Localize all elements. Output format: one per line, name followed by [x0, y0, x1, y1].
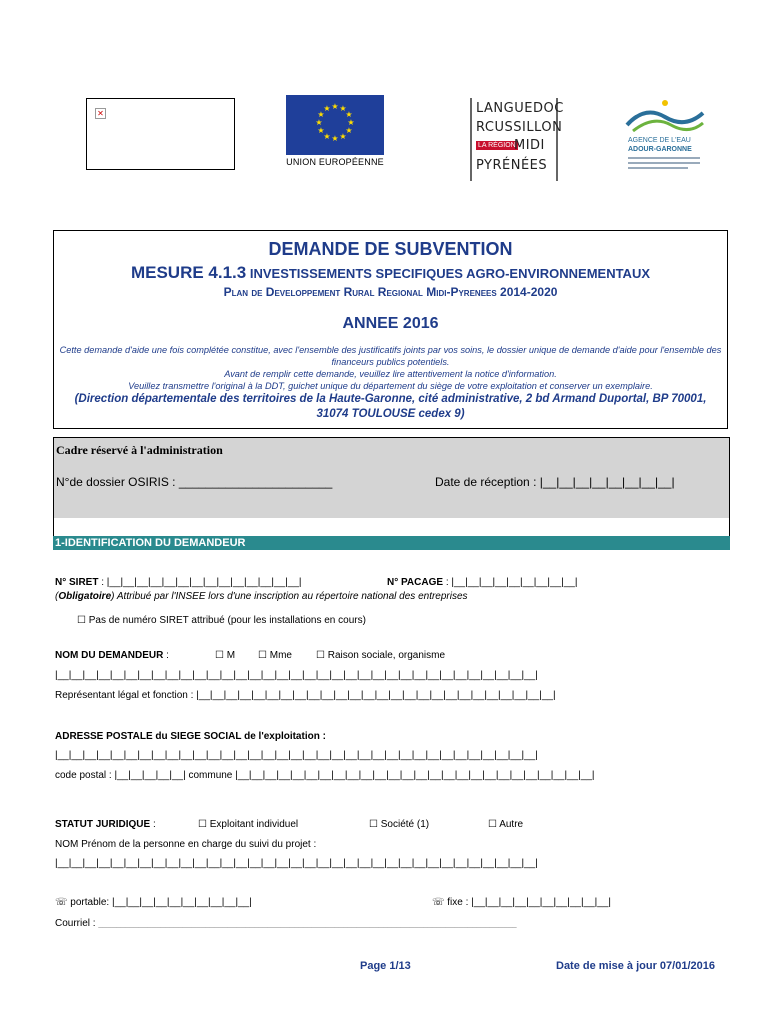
region-logo: [470, 98, 564, 181]
agency-wave-icon: [625, 95, 705, 135]
svg-text:★: ★: [317, 126, 325, 135]
statut-label-row: [55, 819, 156, 830]
admin-title: Cadre réservé à l'administration: [56, 443, 223, 457]
portable-row[interactable]: [55, 897, 252, 908]
paren-open: (: [74, 393, 79, 405]
courriel-label: Courriel :: [55, 918, 99, 929]
fixe-label: ☏ fixe :: [432, 897, 472, 908]
statut-colon: :: [150, 819, 156, 830]
portable-label: ☏ portable:: [55, 897, 112, 908]
intro-line: Veuillez transmettre l'original à la DDT, guichet unique du département du siège de votre exploitation et conserver un exemplaire.: [128, 381, 653, 391]
adresse-field[interactable]: |__|__|__|__|__|__|__|__|__|__|__|__|__|__|__|__|__|__|__|__|__|__|__|__|__|__|__|__|__|__|__|__|__|__|__|: [55, 750, 538, 761]
agency-text-line: [628, 162, 700, 164]
nom-field[interactable]: |__|__|__|__|__|__|__|__|__|__|__|__|__|__|__|__|__|__|__|__|__|__|__|__|__|__|__|__|__|__|__|__|__|__|__|: [55, 670, 538, 681]
cp-field[interactable]: |__|__|__|__|__|: [114, 770, 186, 781]
page-title: DEMANDE DE SUBVENTION: [268, 239, 513, 259]
checkbox-mme[interactable]: ☐ Mme: [258, 650, 292, 661]
fixe-field[interactable]: |__|__|__|__|__|__|__|__|__|__|: [471, 897, 611, 908]
page-number: Page 1/13: [360, 960, 411, 972]
svg-text:★: ★: [331, 102, 339, 111]
admin-box-spacer: [53, 518, 730, 536]
region-badge: LA RÉGION: [478, 142, 516, 149]
eu-flag: [286, 95, 384, 155]
svg-text:★: ★: [345, 110, 353, 119]
checkbox-exploitant[interactable]: ☐ Exploitant individuel: [198, 819, 299, 830]
representant-label: Représentant légal et fonction :: [55, 690, 197, 701]
nom-colon: :: [163, 650, 169, 661]
siret-label: N° SIRET: [55, 577, 99, 588]
agency-text-line: [628, 167, 688, 169]
svg-text:★: ★: [331, 134, 339, 143]
eu-stars-icon: [286, 95, 384, 155]
agency-line-1: AGENCE DE L'EAU: [628, 137, 691, 144]
svg-text:★: ★: [339, 132, 347, 141]
measure-title: [54, 263, 727, 283]
portable-field[interactable]: |__|__|__|__|__|__|__|__|__|__|: [111, 897, 252, 908]
contact-field[interactable]: |__|__|__|__|__|__|__|__|__|__|__|__|__|__|__|__|__|__|__|__|__|__|__|__|__|__|__|__|__|__|__|__|__|__|__|: [55, 858, 538, 869]
eu-caption: UNION EUROPÉENNE: [286, 157, 384, 167]
ddt-address: [58, 392, 723, 422]
svg-text:★: ★: [347, 118, 355, 127]
section-header: 1-IDENTIFICATION DU DEMANDEUR: [53, 536, 730, 550]
reception-date-field[interactable]: Date de réception : |__|__|__|__|__|__|__|__|: [435, 475, 675, 489]
intro-line: Avant de remplir cette demande, veuillez lire attentivement la notice d'information.: [224, 369, 557, 379]
siret-boxes[interactable]: : |__|__|__|__|__|__|__|__|__|__|__|__|__|__|: [98, 577, 302, 588]
intro-text: [58, 344, 723, 422]
obligatoire-label: Obligatoire: [58, 591, 112, 602]
osiris-field[interactable]: N°de dossier OSIRIS : _______________________: [56, 475, 333, 489]
svg-text:★: ★: [315, 118, 323, 127]
svg-text:★: ★: [317, 110, 325, 119]
svg-text:★: ★: [345, 126, 353, 135]
no-siret-checkbox[interactable]: ☐ Pas de numéro SIRET attribué (pour les installations en cours): [77, 615, 366, 626]
agency-line-2: ADOUR-GARONNE: [628, 146, 692, 153]
plan-title: Plan de Developpement Rural Regional Midi-Pyrenees 2014-2020: [223, 285, 558, 299]
broken-image-placeholder: [86, 98, 235, 170]
cp-commune-row[interactable]: [55, 770, 595, 781]
intro-line: Cette demande d'aide une fois complétée constitue, avec l'ensemble des justificatifs joints par vos soins, le dossier unique de demande d'aide pour l'ensemble des financeurs publics potentiels.: [59, 345, 722, 367]
region-line-3: MIDI: [514, 138, 545, 153]
measure-name: INVESTISSEMENTS SPECIFIQUES AGRO-ENVIRONNEMENTAUX: [246, 266, 651, 281]
agency-text-line: [628, 157, 700, 159]
paren-close: ): [460, 408, 465, 420]
pacage-boxes[interactable]: : |__|__|__|__|__|__|__|__|__|: [443, 577, 578, 588]
nom-label: NOM DU DEMANDEUR: [55, 650, 164, 661]
svg-text:★: ★: [323, 104, 331, 113]
fixe-row[interactable]: [432, 897, 611, 908]
contact-label: NOM Prénom de la personne en charge du suivi du projet :: [55, 839, 317, 850]
year-title: ANNEE 2016: [342, 315, 439, 332]
nom-row-label: [55, 650, 169, 661]
svg-text:★: ★: [323, 132, 331, 141]
adresse-label: ADRESSE POSTALE du SIEGE SOCIAL de l'exploitation :: [55, 731, 326, 742]
siret-note-text: ) Attribué par l'INSEE lors d'une inscription au répertoire national des entreprises: [111, 591, 468, 602]
courriel-row[interactable]: [55, 918, 517, 929]
svg-text:★: ★: [339, 104, 347, 113]
measure-number: MESURE 4.1.3: [130, 263, 247, 282]
region-line-1: LANGUEDOC: [476, 101, 564, 116]
courriel-field[interactable]: ______________________________________________________________________________________________: [98, 919, 517, 928]
checkbox-m[interactable]: ☐ M: [215, 650, 236, 661]
pacage-label: N° PACAGE: [387, 577, 444, 588]
statut-label: STATUT JURIDIQUE: [55, 819, 151, 830]
representant-row[interactable]: [55, 690, 556, 701]
agency-logo: [625, 95, 705, 175]
checkbox-societe[interactable]: ☐ Société (1): [369, 819, 430, 830]
checkbox-autre[interactable]: ☐ Autre: [488, 819, 524, 830]
header-box: [53, 230, 728, 429]
siret-row[interactable]: [55, 577, 301, 588]
commune-field[interactable]: |__|__|__|__|__|__|__|__|__|__|__|__|__|__|__|__|__|__|__|__|__|__|__|__|__|__|: [235, 770, 595, 781]
representant-field[interactable]: |__|__|__|__|__|__|__|__|__|__|__|__|__|__|__|__|__|__|__|__|__|__|__|__|__|__|: [196, 690, 556, 701]
broken-image-icon: ✕: [95, 108, 106, 119]
eu-logo: [286, 95, 384, 167]
region-line-2: RCUSSILLON: [476, 120, 563, 135]
checkbox-raison-sociale[interactable]: ☐ Raison sociale, organisme: [316, 650, 446, 661]
address-text: Direction départementale des territoires de la Haute-Garonne, cité administrative, 2 bd Armand Duportal, BP 70001, 31074 TOULOUSE cedex 9: [78, 393, 707, 420]
pacage-row[interactable]: [387, 577, 577, 588]
region-line-4: PYRÉNÉES: [476, 158, 548, 173]
update-date: Date de mise à jour 07/01/2016: [556, 960, 715, 972]
commune-label: commune: [185, 770, 236, 781]
region-logo-bar: [470, 98, 472, 181]
cp-label: code postal :: [55, 770, 115, 781]
siret-note: (Obligatoire) Attribué par l'INSEE lors d'une inscription au répertoire national des entreprises: [55, 591, 468, 602]
